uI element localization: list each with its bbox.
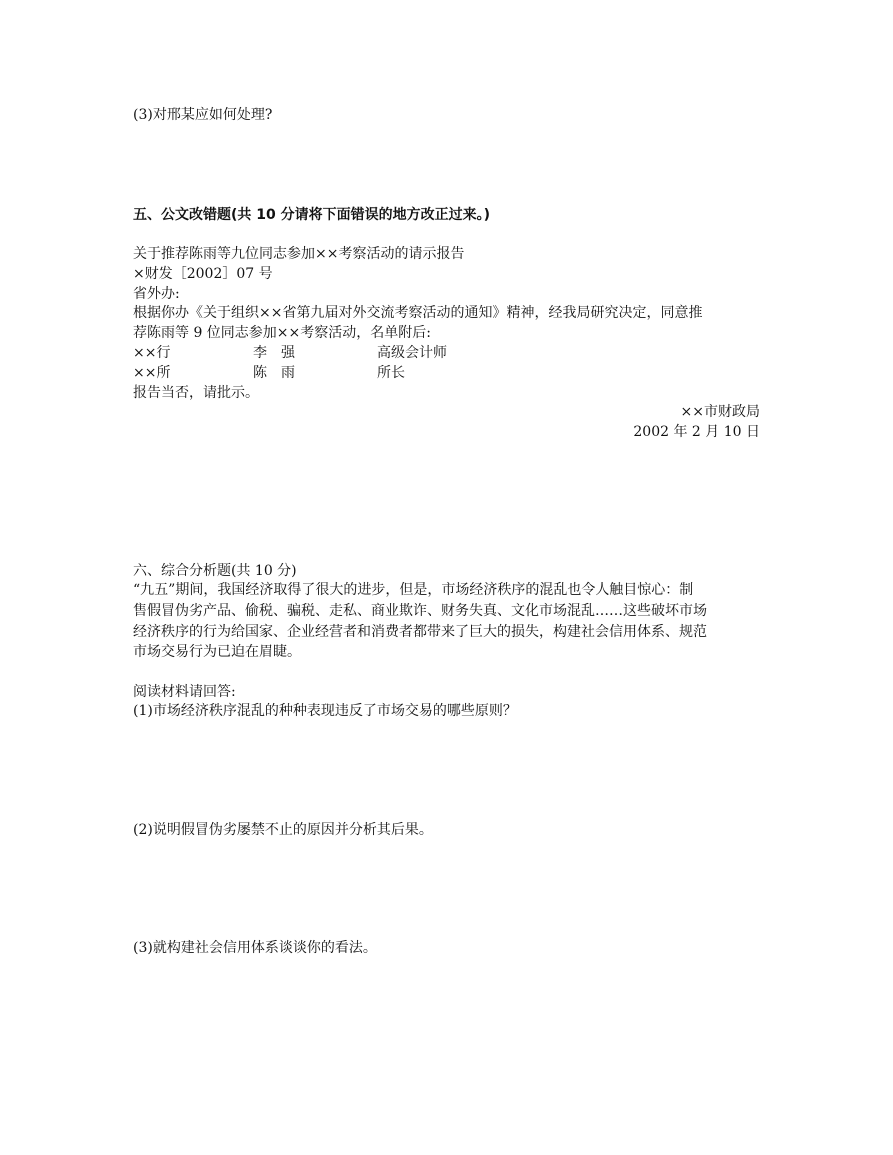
material-line-4: 市场交易行为已迫在眉睫。 — [133, 644, 301, 660]
roster-row — [133, 363, 533, 383]
roster-name: 李 强 — [253, 345, 295, 361]
doc-number: ×财发［2002］07 号 — [133, 266, 273, 282]
roster-row — [133, 343, 533, 363]
question-3-prev: (3)对邢某应如何处理? — [133, 107, 273, 123]
section-5-heading: 五、公文改错题(共 10 分请将下面错误的地方改正过来。) — [133, 207, 491, 223]
question-1: (1)市场经济秩序混乱的种种表现违反了市场交易的哪些原则？ — [133, 703, 517, 719]
roster-unit: ××行 — [133, 345, 171, 361]
material-line-3: 经济秩序的行为给国家、企业经营者和消费者都带来了巨大的损失，构建社会信用体系、规范 — [133, 624, 707, 640]
roster-name: 陈 雨 — [253, 365, 295, 381]
question-3: (3)就构建社会信用体系谈谈你的看法。 — [133, 940, 377, 956]
section-6-heading: 六、综合分析题(共 10 分) — [133, 563, 297, 579]
question-2: (2)说明假冒伪劣屡禁不止的原因并分析其后果。 — [133, 822, 433, 838]
doc-recipient: 省外办: — [133, 286, 180, 302]
roster-title: 高级会计师 — [377, 345, 447, 361]
roster-unit: ××所 — [133, 365, 171, 381]
doc-body-line-2: 荐陈雨等 9 位同志参加××考察活动，名单附后: — [133, 325, 431, 341]
material-line-1: “九五”期间，我国经济取得了很大的进步，但是，市场经济秩序的混乱也令人触目惊心：制 — [133, 582, 694, 598]
material-line-2: 售假冒伪劣产品、偷税、骗税、走私、商业欺诈、财务失真、文化市场混乱……这些破坏市场 — [133, 603, 707, 619]
instruction: 阅读材料请回答: — [133, 684, 236, 700]
doc-signature: ××市财政局 — [680, 404, 760, 420]
doc-body-line-1: 根据你办《关于组织××省第九届对外交流考察活动的通知》精神，经我局研究决定，同意推 — [133, 305, 703, 321]
roster-title: 所长 — [377, 365, 405, 381]
doc-closing: 报告当否，请批示。 — [133, 385, 259, 401]
doc-date: 2002 年 2 月 10 日 — [633, 424, 760, 440]
doc-title: 关于推荐陈雨等九位同志参加××考察活动的请示报告 — [133, 246, 465, 262]
